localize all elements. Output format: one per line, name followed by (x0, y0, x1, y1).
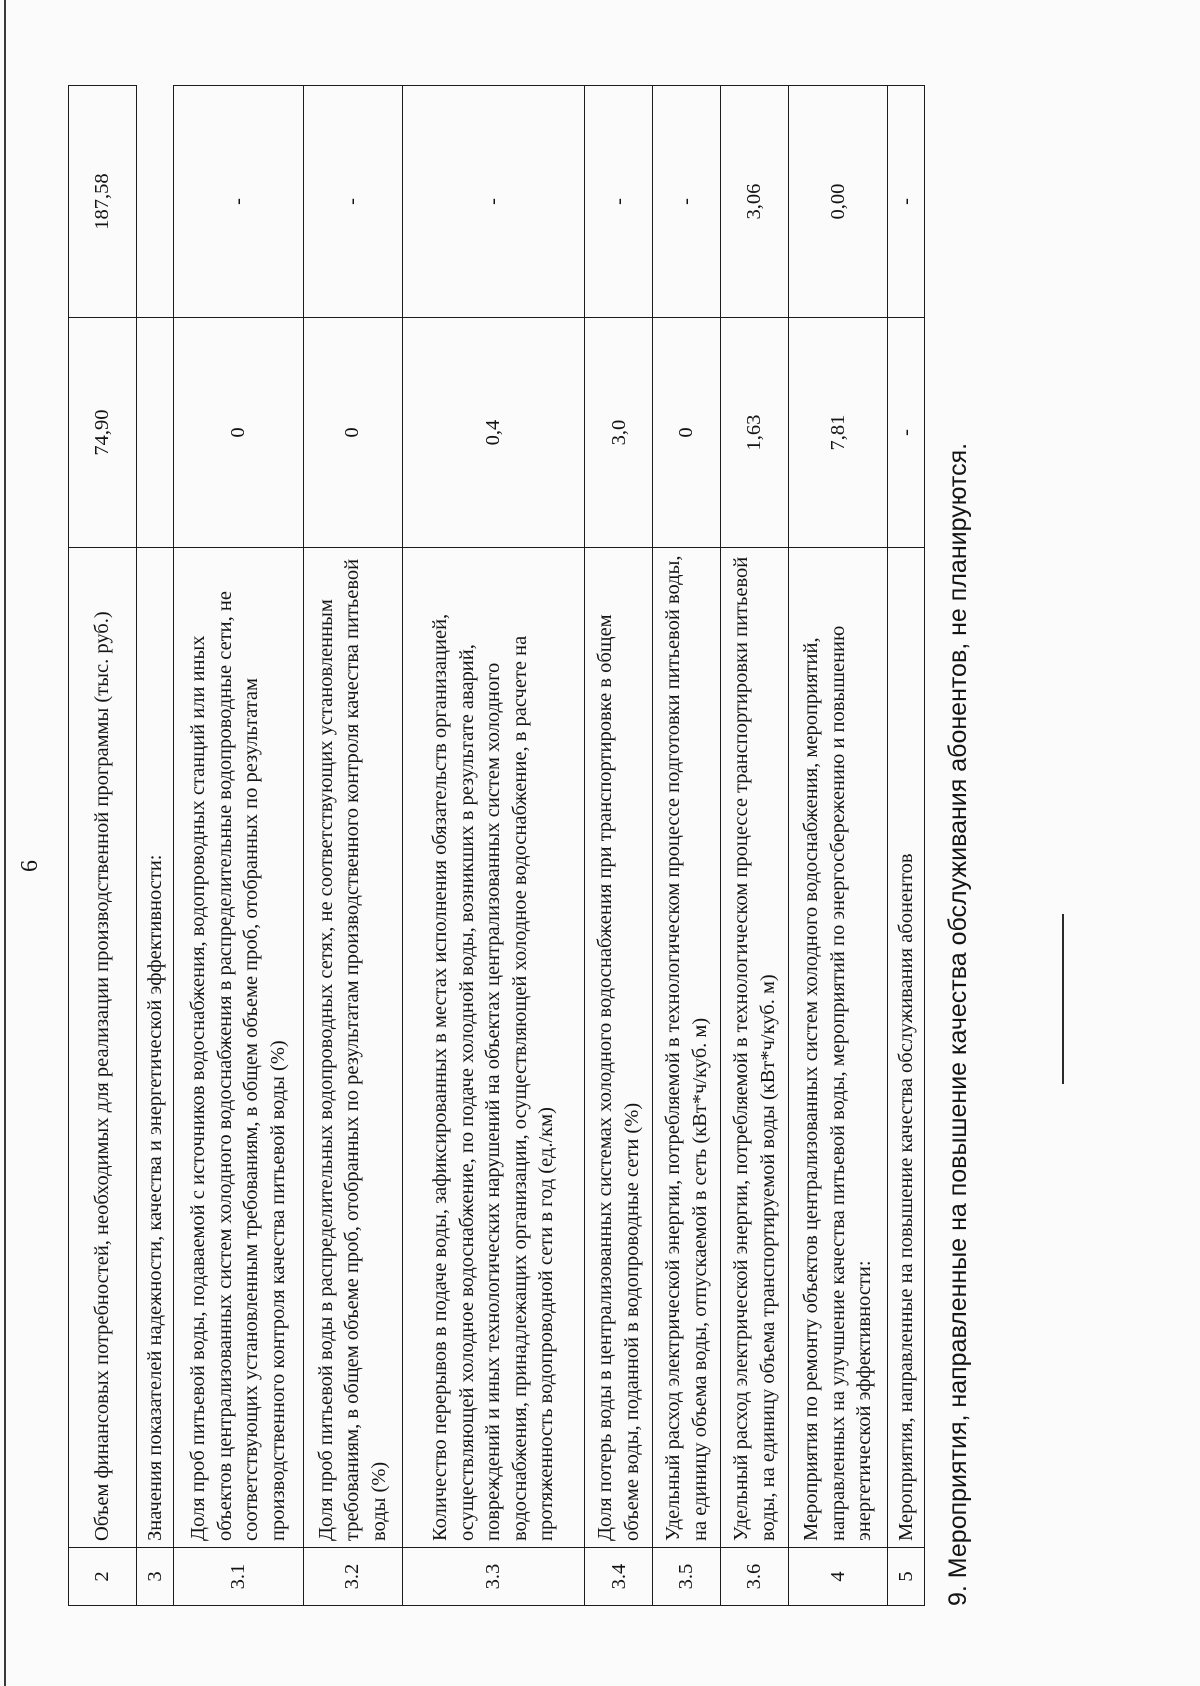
row-number: 5 (888, 1548, 925, 1606)
row-number: 3.5 (653, 1548, 721, 1606)
table-row (585, 86, 653, 1606)
row-number: 3.6 (721, 1548, 789, 1606)
value-cell-2: - (303, 86, 402, 318)
row-description: Значения показателей надежности, качества и энергетической эффективности: (136, 548, 173, 1548)
value-cell-2: - (173, 86, 303, 318)
row-number: 3.1 (173, 1548, 303, 1606)
value-cell-2: - (653, 86, 721, 318)
row-description: Доля потерь воды в централизованных системах холодного водоснабжения при транспортировке в общем объеме воды, поданной в водопроводные сети (%) (585, 548, 653, 1548)
table-row (721, 86, 789, 1606)
row-description: Удельный расход электрической энергии, потребляемой в технологическом процессе подготовки питьевой воды, на единицу объема воды, отпускаемой в сеть (кВт*ч/куб. м) (653, 548, 721, 1548)
row-description: Доля проб питьевой воды, подаваемой с источников водоснабжения, водопроводных станций или иных объектов централизованных систем холодного водоснабжения в распределительные водопроводные сети, не соответствующих установленным требованиям, в общем объеме проб, отобранных по результатам производственного контроля качества питьевой воды (%) (173, 548, 303, 1548)
value-cell-1: 0 (303, 318, 402, 548)
value-cell-2: 187,58 (69, 86, 137, 318)
table-row (303, 86, 402, 1606)
table-row (136, 86, 173, 1606)
page-number: 6 (17, 860, 43, 872)
value-cell-1: 3,0 (585, 318, 653, 548)
indicators-table (68, 85, 925, 1606)
table-row (69, 86, 137, 1606)
value-cell-2 (136, 86, 173, 318)
value-cell-2: - (585, 86, 653, 318)
row-number: 2 (69, 1548, 137, 1606)
value-cell-2: - (402, 86, 585, 318)
row-description: Количество перерывов в подаче воды, зафиксированных в местах исполнения обязательств организацией, осуществляющей холодное водоснабжение, по подаче холодной воды, возникших в результате аварий, повреждений и иных технологических нарушений на объектах централизованных систем холодного водоснабжения, принадлежащих организации, осуществляющей холодное водоснабжение, в расчете на протяженность водопроводной сети в год (ед./км) (402, 548, 585, 1548)
row-number: 3 (136, 1548, 173, 1606)
row-description: Мероприятия по ремонту объектов централизованных систем холодного водоснабжения, мероприятий, направленных на улучшение качества питьевой воды, мероприятий по энергосбережению и повышению энергетической эффективности: (789, 548, 888, 1548)
value-cell-2: - (888, 86, 925, 318)
row-number: 3.4 (585, 1548, 653, 1606)
row-number: 3.2 (303, 1548, 402, 1606)
value-cell-2: 3,06 (721, 86, 789, 318)
value-cell-1: 74,90 (69, 318, 137, 548)
value-cell-1 (136, 318, 173, 548)
table-row (653, 86, 721, 1606)
footer-divider (1062, 914, 1064, 1084)
table-row (789, 86, 888, 1606)
row-description: Удельный расход электрической энергии, потребляемой в технологическом процессе транспортировки питьевой воды, на единицу объема транспортируемой воды (кВт*ч/куб. м) (721, 548, 789, 1548)
value-cell-1: 7,81 (789, 318, 888, 548)
value-cell-1: 0,4 (402, 318, 585, 548)
row-number: 3.3 (402, 1548, 585, 1606)
table-row (888, 86, 925, 1606)
table-row (173, 86, 303, 1606)
row-description: Объем финансовых потребностей, необходимых для реализации производственной программы (тыс. руб.) (69, 548, 137, 1548)
value-cell-1: 0 (173, 318, 303, 548)
row-description: Мероприятия, направленные на повышение качества обслуживания абонентов (888, 548, 925, 1548)
row-description: Доля проб питьевой воды в распределительных водопроводных сетях, не соответствующих установленным требованиям, в общем объеме проб, отобранных по результатам производственного контроля качества питьевой воды (%) (303, 548, 402, 1548)
value-cell-1: - (888, 318, 925, 548)
row-number: 4 (789, 1548, 888, 1606)
value-cell-2: 0,00 (789, 86, 888, 318)
table-row (402, 86, 585, 1606)
section-note: 9. Мероприятия, направленные на повышение качества обслуживания абонентов, не планируются. (944, 442, 972, 1606)
value-cell-1: 1,63 (721, 318, 789, 548)
value-cell-1: 0 (653, 318, 721, 548)
